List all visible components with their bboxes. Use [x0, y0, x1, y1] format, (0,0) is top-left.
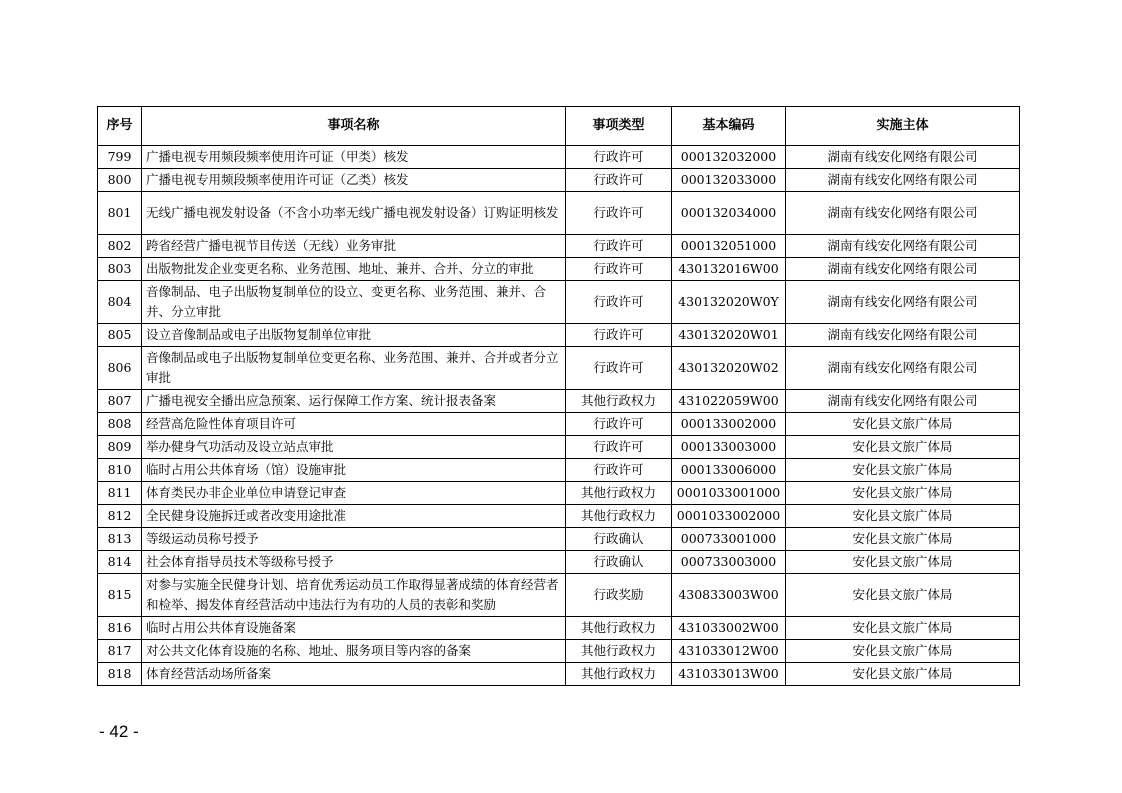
cell-basic-code: 0001033002000 [672, 505, 786, 528]
cell-item-type: 其他行政权力 [566, 617, 672, 640]
cell-item-name: 广播电视专用频段频率使用许可证（乙类）核发 [142, 169, 566, 192]
cell-implementing-entity: 安化县文旅广体局 [786, 505, 1020, 528]
cell-item-type: 行政许可 [566, 169, 672, 192]
cell-basic-code: 000132033000 [672, 169, 786, 192]
cell-item-type: 行政确认 [566, 551, 672, 574]
cell-index: 800 [98, 169, 142, 192]
table-row [98, 551, 1020, 574]
cell-index: 810 [98, 459, 142, 482]
cell-implementing-entity: 湖南有线安化网络有限公司 [786, 258, 1020, 281]
cell-item-type: 行政奖励 [566, 574, 672, 617]
table-row [98, 258, 1020, 281]
cell-item-name: 音像制品或电子出版物复制单位变更名称、业务范围、兼并、合并或者分立审批 [142, 347, 566, 390]
cell-item-name: 对公共文化体育设施的名称、地址、服务项目等内容的备案 [142, 640, 566, 663]
table-row [98, 413, 1020, 436]
cell-implementing-entity: 湖南有线安化网络有限公司 [786, 235, 1020, 258]
cell-basic-code: 000133006000 [672, 459, 786, 482]
cell-implementing-entity: 安化县文旅广体局 [786, 551, 1020, 574]
cell-implementing-entity: 湖南有线安化网络有限公司 [786, 192, 1020, 235]
header-name: 事项名称 [142, 107, 566, 146]
cell-item-name: 体育经营活动场所备案 [142, 663, 566, 686]
cell-basic-code: 431033002W00 [672, 617, 786, 640]
cell-index: 805 [98, 324, 142, 347]
cell-implementing-entity: 湖南有线安化网络有限公司 [786, 281, 1020, 324]
items-table [97, 106, 1020, 686]
header-type: 事项类型 [566, 107, 672, 146]
cell-item-name: 体育类民办非企业单位申请登记审查 [142, 482, 566, 505]
cell-item-name: 设立音像制品或电子出版物复制单位审批 [142, 324, 566, 347]
cell-basic-code: 430833003W00 [672, 574, 786, 617]
header-index: 序号 [98, 107, 142, 146]
cell-index: 811 [98, 482, 142, 505]
cell-index: 812 [98, 505, 142, 528]
cell-item-type: 行政许可 [566, 436, 672, 459]
cell-basic-code: 430132020W0Y [672, 281, 786, 324]
cell-implementing-entity: 安化县文旅广体局 [786, 436, 1020, 459]
table-row [98, 324, 1020, 347]
cell-item-type: 其他行政权力 [566, 505, 672, 528]
cell-basic-code: 000132034000 [672, 192, 786, 235]
table-row [98, 146, 1020, 169]
table-row [98, 281, 1020, 324]
cell-index: 807 [98, 390, 142, 413]
cell-item-name: 广播电视专用频段频率使用许可证（甲类）核发 [142, 146, 566, 169]
cell-implementing-entity: 安化县文旅广体局 [786, 459, 1020, 482]
cell-index: 814 [98, 551, 142, 574]
cell-implementing-entity: 湖南有线安化网络有限公司 [786, 324, 1020, 347]
cell-implementing-entity: 湖南有线安化网络有限公司 [786, 347, 1020, 390]
cell-index: 806 [98, 347, 142, 390]
cell-item-name: 无线广播电视发射设备（不含小功率无线广播电视发射设备）订购证明核发 [142, 192, 566, 235]
cell-index: 801 [98, 192, 142, 235]
cell-basic-code: 000733003000 [672, 551, 786, 574]
table-row [98, 617, 1020, 640]
table-row [98, 482, 1020, 505]
cell-basic-code: 0001033001000 [672, 482, 786, 505]
cell-basic-code: 431033012W00 [672, 640, 786, 663]
cell-item-type: 行政许可 [566, 146, 672, 169]
cell-implementing-entity: 安化县文旅广体局 [786, 663, 1020, 686]
cell-basic-code: 431022059W00 [672, 390, 786, 413]
cell-index: 809 [98, 436, 142, 459]
cell-item-type: 其他行政权力 [566, 390, 672, 413]
cell-basic-code: 431033013W00 [672, 663, 786, 686]
header-entity: 实施主体 [786, 107, 1020, 146]
cell-item-name: 等级运动员称号授予 [142, 528, 566, 551]
cell-implementing-entity: 安化县文旅广体局 [786, 528, 1020, 551]
cell-item-type: 行政许可 [566, 347, 672, 390]
cell-implementing-entity: 安化县文旅广体局 [786, 640, 1020, 663]
page-number: - 42 - [99, 722, 139, 741]
cell-item-name: 广播电视安全播出应急预案、运行保障工作方案、统计报表备案 [142, 390, 566, 413]
cell-item-name: 临时占用公共体育设施备案 [142, 617, 566, 640]
cell-item-name: 社会体育指导员技术等级称号授予 [142, 551, 566, 574]
cell-basic-code: 000132032000 [672, 146, 786, 169]
header-code: 基本编码 [672, 107, 786, 146]
cell-item-type: 其他行政权力 [566, 482, 672, 505]
cell-basic-code: 000733001000 [672, 528, 786, 551]
table-header-row [98, 107, 1020, 146]
cell-item-type: 行政许可 [566, 413, 672, 436]
cell-item-name: 全民健身设施拆迁或者改变用途批准 [142, 505, 566, 528]
cell-index: 815 [98, 574, 142, 617]
table-row [98, 505, 1020, 528]
cell-index: 813 [98, 528, 142, 551]
cell-item-name: 出版物批发企业变更名称、业务范围、地址、兼并、合并、分立的审批 [142, 258, 566, 281]
table-row [98, 169, 1020, 192]
table-row [98, 663, 1020, 686]
cell-item-type: 行政许可 [566, 192, 672, 235]
cell-basic-code: 430132016W00 [672, 258, 786, 281]
cell-basic-code: 430132020W02 [672, 347, 786, 390]
cell-item-type: 行政许可 [566, 235, 672, 258]
cell-index: 803 [98, 258, 142, 281]
cell-basic-code: 000132051000 [672, 235, 786, 258]
table-body [98, 146, 1020, 686]
table-row [98, 235, 1020, 258]
table-row [98, 640, 1020, 663]
table-row [98, 528, 1020, 551]
cell-item-name: 对参与实施全民健身计划、培育优秀运动员工作取得显著成绩的体育经营者和检举、揭发体育经营活动中违法行为有功的人员的表彰和奖励 [142, 574, 566, 617]
cell-item-name: 举办健身气功活动及设立站点审批 [142, 436, 566, 459]
cell-index: 802 [98, 235, 142, 258]
cell-index: 817 [98, 640, 142, 663]
table-row [98, 192, 1020, 235]
table-row [98, 347, 1020, 390]
cell-item-name: 经营高危险性体育项目许可 [142, 413, 566, 436]
cell-implementing-entity: 湖南有线安化网络有限公司 [786, 390, 1020, 413]
cell-item-name: 跨省经营广播电视节目传送（无线）业务审批 [142, 235, 566, 258]
cell-item-name: 临时占用公共体育场（馆）设施审批 [142, 459, 566, 482]
table-row [98, 574, 1020, 617]
cell-basic-code: 430132020W01 [672, 324, 786, 347]
cell-item-type: 其他行政权力 [566, 663, 672, 686]
cell-implementing-entity: 安化县文旅广体局 [786, 413, 1020, 436]
cell-implementing-entity: 安化县文旅广体局 [786, 482, 1020, 505]
cell-item-name: 音像制品、电子出版物复制单位的设立、变更名称、业务范围、兼并、合并、分立审批 [142, 281, 566, 324]
cell-item-type: 行政许可 [566, 459, 672, 482]
cell-index: 808 [98, 413, 142, 436]
cell-implementing-entity: 安化县文旅广体局 [786, 574, 1020, 617]
cell-item-type: 其他行政权力 [566, 640, 672, 663]
cell-item-type: 行政许可 [566, 258, 672, 281]
cell-implementing-entity: 湖南有线安化网络有限公司 [786, 146, 1020, 169]
cell-index: 804 [98, 281, 142, 324]
cell-item-type: 行政确认 [566, 528, 672, 551]
table-row [98, 390, 1020, 413]
cell-item-type: 行政许可 [566, 281, 672, 324]
table-row [98, 459, 1020, 482]
table-row [98, 436, 1020, 459]
cell-basic-code: 000133002000 [672, 413, 786, 436]
cell-index: 799 [98, 146, 142, 169]
cell-index: 818 [98, 663, 142, 686]
cell-basic-code: 000133003000 [672, 436, 786, 459]
cell-index: 816 [98, 617, 142, 640]
cell-item-type: 行政许可 [566, 324, 672, 347]
cell-implementing-entity: 安化县文旅广体局 [786, 617, 1020, 640]
cell-implementing-entity: 湖南有线安化网络有限公司 [786, 169, 1020, 192]
